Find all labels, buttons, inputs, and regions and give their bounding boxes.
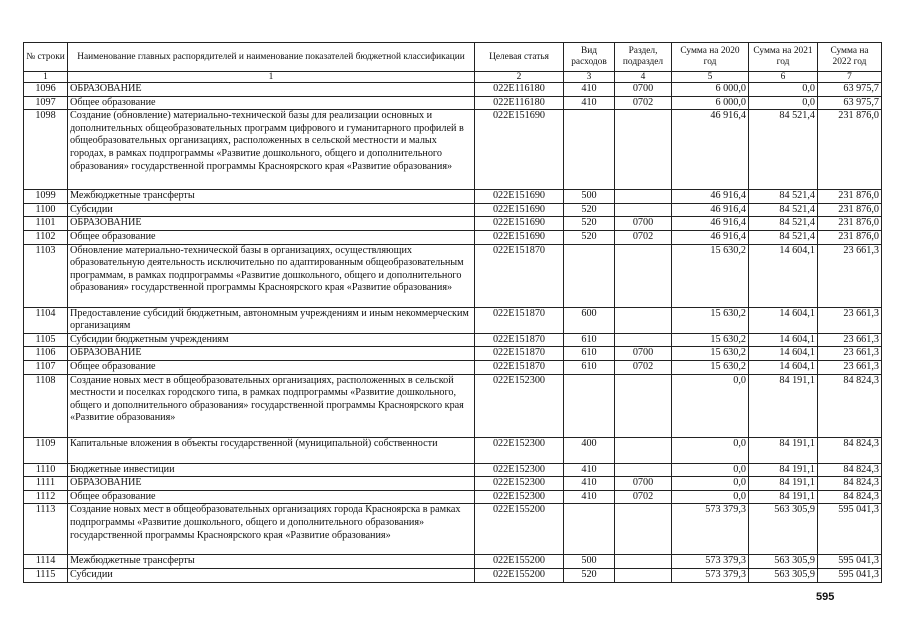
sum-2020-cell: 46 916,4 (672, 110, 749, 190)
sum-2021-cell: 14 604,1 (749, 244, 818, 307)
row-name-cell: Межбюджетные трансферты (68, 555, 475, 569)
sum-2020-cell: 0,0 (672, 437, 749, 463)
column-number: 4 (615, 72, 672, 83)
target-article-cell: 022E151870 (475, 307, 564, 333)
sum-2020-cell: 15 630,2 (672, 307, 749, 333)
target-article-cell: 022E116180 (475, 83, 564, 97)
sum-2021-cell: 0,0 (749, 83, 818, 97)
target-article-cell: 022E152300 (475, 477, 564, 491)
sum-2021-cell: 84 521,4 (749, 217, 818, 231)
sum-2022-cell: 595 041,3 (818, 504, 882, 555)
row-number-cell: 1112 (24, 490, 68, 504)
row-number-cell: 1110 (24, 463, 68, 477)
row-name-cell: Бюджетные инвестиции (68, 463, 475, 477)
sum-2021-cell: 563 305,9 (749, 504, 818, 555)
row-name-cell: Капитальные вложения в объекты государственной (муниципальной) собственности (68, 437, 475, 463)
expense-type-cell: 520 (564, 203, 615, 217)
expense-type-cell: 410 (564, 463, 615, 477)
table-row (24, 568, 882, 582)
sum-2020-cell: 6 000,0 (672, 83, 749, 97)
target-article-cell: 022E155200 (475, 555, 564, 569)
header-target: Целевая статья (475, 43, 564, 72)
sum-2020-cell: 15 630,2 (672, 244, 749, 307)
sum-2022-cell: 231 876,0 (818, 203, 882, 217)
table-row (24, 190, 882, 204)
target-article-cell: 022E152300 (475, 437, 564, 463)
expense-type-cell: 520 (564, 568, 615, 582)
target-article-cell: 022E155200 (475, 568, 564, 582)
sum-2022-cell: 23 661,3 (818, 307, 882, 333)
row-number-cell: 1111 (24, 477, 68, 491)
row-name-cell: ОБРАЗОВАНИЕ (68, 347, 475, 361)
target-article-cell: 022E151690 (475, 230, 564, 244)
sum-2020-cell: 15 630,2 (672, 360, 749, 374)
table-row (24, 555, 882, 569)
row-name-cell: Предоставление субсидий бюджетным, автономным учреждениям и иным некоммерческим организациям (68, 307, 475, 333)
row-number-cell: 1104 (24, 307, 68, 333)
row-name-cell: Субсидии (68, 568, 475, 582)
sum-2022-cell: 231 876,0 (818, 110, 882, 190)
column-number: 3 (564, 72, 615, 83)
expense-type-cell: 610 (564, 360, 615, 374)
sum-2021-cell: 84 521,4 (749, 110, 818, 190)
header-sum-2022: Сумма на 2022 год (818, 43, 882, 72)
sum-2022-cell: 84 824,3 (818, 463, 882, 477)
sum-2022-cell: 23 661,3 (818, 360, 882, 374)
target-article-cell: 022E151690 (475, 110, 564, 190)
table-row (24, 110, 882, 190)
expense-type-cell: 410 (564, 83, 615, 97)
target-article-cell: 022E151870 (475, 333, 564, 347)
section-cell (615, 190, 672, 204)
row-number-cell: 1097 (24, 96, 68, 110)
table-row (24, 490, 882, 504)
sum-2020-cell: 46 916,4 (672, 230, 749, 244)
expense-type-cell: 410 (564, 477, 615, 491)
sum-2021-cell: 84 191,1 (749, 437, 818, 463)
section-cell (615, 555, 672, 569)
expense-type-cell: 410 (564, 490, 615, 504)
sum-2022-cell: 23 661,3 (818, 333, 882, 347)
column-number: 2 (475, 72, 564, 83)
row-number-cell: 1103 (24, 244, 68, 307)
sum-2022-cell: 231 876,0 (818, 217, 882, 231)
sum-2020-cell: 46 916,4 (672, 190, 749, 204)
row-name-cell: Создание новых мест в общеобразовательных организациях, расположенных в сельской местности и поселках городского типа, в рамках подпрограммы «Развитие дошкольного, общего и дополнительного образования» государственной программы Красноярского края «Развитие образования» (68, 374, 475, 437)
row-number-cell: 1107 (24, 360, 68, 374)
header-section: Раздел, подраздел (615, 43, 672, 72)
sum-2020-cell: 0,0 (672, 490, 749, 504)
row-name-cell: Обновление материально-технической базы в организациях, осуществляющих образовательную деятельность исключительно по адаптированным общеобразовательным программам, в рамках подпрограммы «Развитие дошкольного, общего и дополнительного образования» государственной программы Красноярского края «Развитие образования» (68, 244, 475, 307)
section-cell (615, 568, 672, 582)
sum-2020-cell: 573 379,3 (672, 568, 749, 582)
target-article-cell: 022E152300 (475, 490, 564, 504)
table-row (24, 333, 882, 347)
expense-type-cell: 520 (564, 230, 615, 244)
row-name-cell: ОБРАЗОВАНИЕ (68, 217, 475, 231)
expense-type-cell: 500 (564, 190, 615, 204)
expense-type-cell (564, 244, 615, 307)
table-row (24, 463, 882, 477)
table-body (24, 83, 882, 583)
sum-2021-cell: 0,0 (749, 96, 818, 110)
table-row (24, 96, 882, 110)
section-cell (615, 374, 672, 437)
sum-2021-cell: 84 521,4 (749, 230, 818, 244)
header-sum-2021: Сумма на 2021 год (749, 43, 818, 72)
section-cell (615, 203, 672, 217)
section-cell (615, 110, 672, 190)
header-name: Наименование главных распорядителей и наименование показателей бюджетной классификации (68, 43, 475, 72)
row-number-cell: 1115 (24, 568, 68, 582)
row-number-cell: 1109 (24, 437, 68, 463)
sum-2021-cell: 14 604,1 (749, 360, 818, 374)
row-number-cell: 1114 (24, 555, 68, 569)
sum-2022-cell: 595 041,3 (818, 555, 882, 569)
row-number-cell: 1105 (24, 333, 68, 347)
sum-2020-cell: 573 379,3 (672, 504, 749, 555)
row-number-cell: 1102 (24, 230, 68, 244)
row-name-cell: Общее образование (68, 360, 475, 374)
column-number: 1 (24, 72, 68, 83)
table-row (24, 230, 882, 244)
row-name-cell: Создание (обновление) материально-технической базы для реализации основных и дополнительных общеобразовательных программ цифрового и гуманитарного профилей в общеобразовательных организациях, расположенных в сельской местности и малых городах, в рамках подпрограммы «Развитие дошкольного, общего и дополнительного образования» государственной программы Красноярского края «Развитие образования» (68, 110, 475, 190)
target-article-cell: 022E151870 (475, 360, 564, 374)
section-cell (615, 333, 672, 347)
row-name-cell: Межбюджетные трансферты (68, 190, 475, 204)
row-name-cell: Субсидии (68, 203, 475, 217)
table-row (24, 217, 882, 231)
row-number-cell: 1098 (24, 110, 68, 190)
section-cell (615, 307, 672, 333)
section-cell: 0702 (615, 490, 672, 504)
row-number-cell: 1096 (24, 83, 68, 97)
sum-2022-cell: 595 041,3 (818, 568, 882, 582)
section-cell (615, 244, 672, 307)
table-row (24, 504, 882, 555)
section-cell (615, 463, 672, 477)
table-row (24, 203, 882, 217)
sum-2021-cell: 14 604,1 (749, 347, 818, 361)
expense-type-cell (564, 504, 615, 555)
sum-2021-cell: 563 305,9 (749, 568, 818, 582)
sum-2020-cell: 0,0 (672, 463, 749, 477)
sum-2022-cell: 84 824,3 (818, 490, 882, 504)
target-article-cell: 022E151690 (475, 203, 564, 217)
section-cell (615, 437, 672, 463)
target-article-cell: 022E116180 (475, 96, 564, 110)
column-number: 1 (68, 72, 475, 83)
header-row-no: № строки (24, 43, 68, 72)
expense-type-cell: 520 (564, 217, 615, 231)
section-cell: 0700 (615, 217, 672, 231)
row-number-cell: 1100 (24, 203, 68, 217)
expense-type-cell (564, 110, 615, 190)
sum-2022-cell: 23 661,3 (818, 244, 882, 307)
section-cell: 0702 (615, 96, 672, 110)
sum-2021-cell: 84 521,4 (749, 190, 818, 204)
sum-2020-cell: 0,0 (672, 374, 749, 437)
table-row (24, 307, 882, 333)
table-row (24, 83, 882, 97)
sum-2020-cell: 573 379,3 (672, 555, 749, 569)
expense-type-cell: 400 (564, 437, 615, 463)
section-cell: 0700 (615, 347, 672, 361)
row-name-cell: ОБРАЗОВАНИЕ (68, 477, 475, 491)
column-number: 6 (749, 72, 818, 83)
target-article-cell: 022E151690 (475, 190, 564, 204)
sum-2021-cell: 14 604,1 (749, 333, 818, 347)
target-article-cell: 022E155200 (475, 504, 564, 555)
column-number-row (24, 72, 882, 83)
sum-2021-cell: 563 305,9 (749, 555, 818, 569)
sum-2020-cell: 15 630,2 (672, 333, 749, 347)
target-article-cell: 022E151690 (475, 217, 564, 231)
sum-2021-cell: 84 191,1 (749, 463, 818, 477)
sum-2021-cell: 14 604,1 (749, 307, 818, 333)
expense-type-cell: 610 (564, 333, 615, 347)
row-name-cell: Общее образование (68, 96, 475, 110)
sum-2022-cell: 84 824,3 (818, 437, 882, 463)
row-number-cell: 1101 (24, 217, 68, 231)
sum-2020-cell: 46 916,4 (672, 203, 749, 217)
section-cell (615, 504, 672, 555)
row-name-cell: Общее образование (68, 230, 475, 244)
row-number-cell: 1113 (24, 504, 68, 555)
expense-type-cell: 500 (564, 555, 615, 569)
sum-2022-cell: 63 975,7 (818, 83, 882, 97)
row-name-cell: Субсидии бюджетным учреждениям (68, 333, 475, 347)
sum-2020-cell: 46 916,4 (672, 217, 749, 231)
expense-type-cell (564, 374, 615, 437)
sum-2020-cell: 15 630,2 (672, 347, 749, 361)
expense-type-cell: 600 (564, 307, 615, 333)
section-cell: 0702 (615, 360, 672, 374)
row-number-cell: 1108 (24, 374, 68, 437)
sum-2021-cell: 84 191,1 (749, 490, 818, 504)
page-number: 595 (816, 591, 835, 603)
expense-type-cell: 610 (564, 347, 615, 361)
sum-2020-cell: 6 000,0 (672, 96, 749, 110)
row-name-cell: ОБРАЗОВАНИЕ (68, 83, 475, 97)
table-row (24, 437, 882, 463)
sum-2021-cell: 84 191,1 (749, 477, 818, 491)
table-row (24, 374, 882, 437)
sum-2020-cell: 0,0 (672, 477, 749, 491)
sum-2021-cell: 84 191,1 (749, 374, 818, 437)
table-row (24, 477, 882, 491)
table-row (24, 244, 882, 307)
target-article-cell: 022E151870 (475, 347, 564, 361)
sum-2022-cell: 84 824,3 (818, 374, 882, 437)
sum-2021-cell: 84 521,4 (749, 203, 818, 217)
expense-type-cell: 410 (564, 96, 615, 110)
header-expense-type: Вид расходов (564, 43, 615, 72)
header-sum-2020: Сумма на 2020 год (672, 43, 749, 72)
header-row (24, 43, 882, 72)
budget-table (23, 42, 882, 583)
target-article-cell: 022E152300 (475, 463, 564, 477)
row-number-cell: 1106 (24, 347, 68, 361)
sum-2022-cell: 231 876,0 (818, 190, 882, 204)
target-article-cell: 022E152300 (475, 374, 564, 437)
sum-2022-cell: 84 824,3 (818, 477, 882, 491)
row-name-cell: Создание новых мест в общеобразовательных организациях города Красноярска в рамках подпрограммы «Развитие дошкольного, общего и дополнительного образования» государственной программы Красноярского края «Развитие образования» (68, 504, 475, 555)
row-number-cell: 1099 (24, 190, 68, 204)
table-row (24, 347, 882, 361)
table-row (24, 360, 882, 374)
row-name-cell: Общее образование (68, 490, 475, 504)
sum-2022-cell: 23 661,3 (818, 347, 882, 361)
target-article-cell: 022E151870 (475, 244, 564, 307)
column-number: 5 (672, 72, 749, 83)
section-cell: 0702 (615, 230, 672, 244)
sum-2022-cell: 231 876,0 (818, 230, 882, 244)
column-number: 7 (818, 72, 882, 83)
section-cell: 0700 (615, 83, 672, 97)
section-cell: 0700 (615, 477, 672, 491)
sum-2022-cell: 63 975,7 (818, 96, 882, 110)
